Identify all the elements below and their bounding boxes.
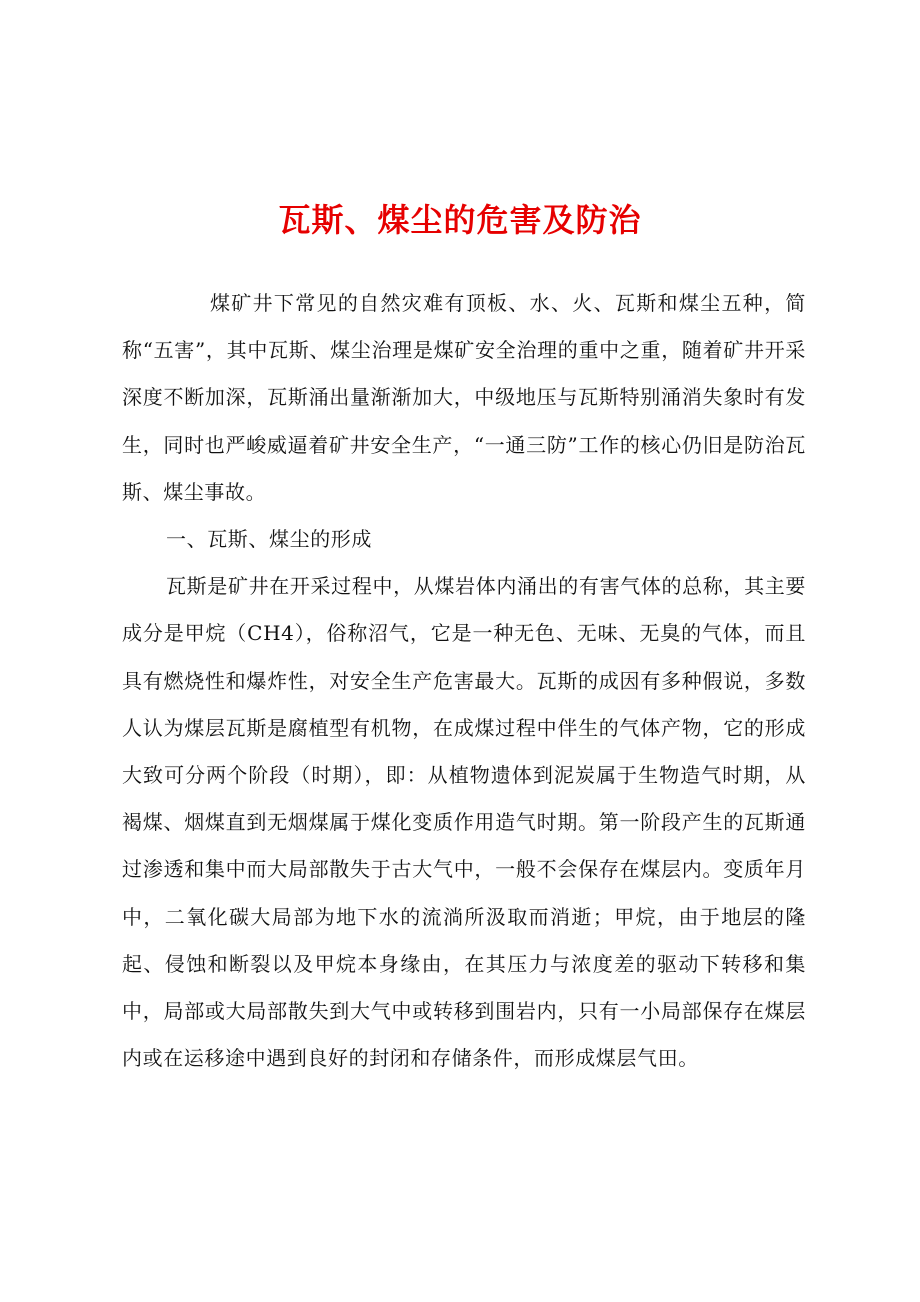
- intro-paragraph: 煤矿井下常见的自然灾难有顶板、水、火、瓦斯和煤尘五种，简称“五害”，其中瓦斯、煤尘治理是煤矿安全治理的重中之重，随着矿井开采深度不断加深，瓦斯涌出量渐渐加大，中级地压与瓦斯特别涌消失象时有发生，同时也严峻威逼着矿井安全生产，“一通三防”工作的核心仍旧是防治瓦斯、煤尘事故。: [122, 291, 806, 504]
- gas-formation-paragraph: 瓦斯是矿井在开采过程中，从煤岩体内涌出的有害气体的总称，其主要成分是甲烷（CH4），俗称沼气，它是一种无色、无味、无臭的气体，而且具有燃烧性和爆炸性，对安全生产危害最大。瓦斯的成因有多种假说，多数人认为煤层瓦斯是腐植型有机物，在成煤过程中伴生的气体产物，它的形成大致可分两个阶段（时期），即：从植物遗体到泥炭属于生物造气时期，从褐煤、烟煤直到无烟煤属于煤化变质作用造气时期。第一阶段产生的瓦斯通过渗透和集中而大局部散失于古大气中，一般不会保存在煤层内。变质年月中，二氧化碳大局部为地下水的流淌所汲取而消逝；甲烷，由于地层的隆起、侵蚀和断裂以及甲烷本身缘由，在其压力与浓度差的驱动下转移和集中，局部或大局部散失到大气中或转移到围岩内，只有一小局部保存在煤层内或在运移途中遇到良好的封闭和存储条件，而形成煤层气田。: [122, 574, 806, 1071]
- section-heading: 一、瓦斯、煤尘的形成: [166, 527, 372, 552]
- document-body: [122, 280, 806, 1082]
- document-title: 瓦斯、煤尘的危害及防治: [278, 201, 642, 239]
